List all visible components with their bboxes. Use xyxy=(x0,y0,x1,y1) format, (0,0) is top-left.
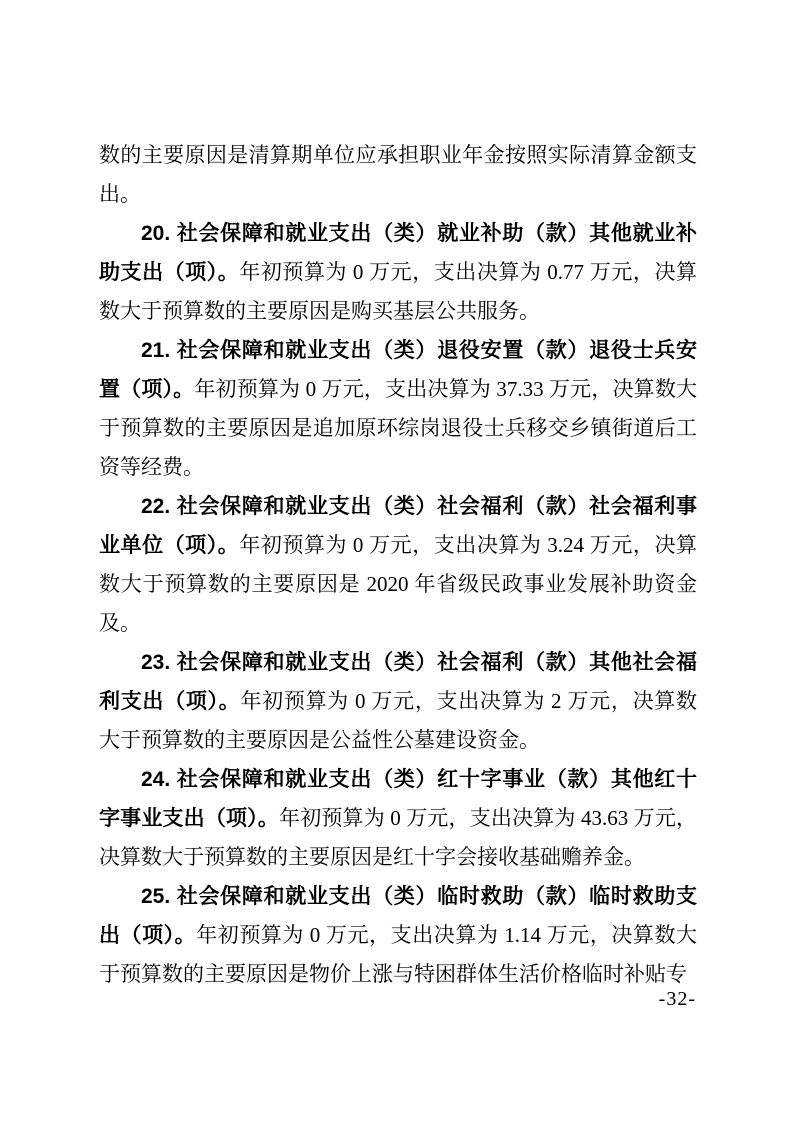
item-heading: 20. 社会保障和就业支出（类）就业补助（款）其他就业补助支出（项）。 xyxy=(99,222,697,284)
item-body: 年初预算为 0 万元，支出决算为 0.77 万元，决算数大于预算数的主要原因是购买基层公共服务。 xyxy=(99,260,697,323)
item-body: 年初预算为 0 万元，支出决算为 37.33 万元，决算数大于预算数的主要原因是追加原环综岗退役士兵移交乡镇街道后工资等经费。 xyxy=(99,377,698,479)
list-item-22 xyxy=(99,487,697,643)
item-heading: 21. 社会保障和就业支出（类）退役安置（款）退役士兵安置（项）。 xyxy=(99,339,697,401)
item-heading: 22. 社会保障和就业支出（类）社会福利（款）社会福利事业单位（项）。 xyxy=(99,495,697,557)
list-item-24 xyxy=(99,760,697,877)
list-item-20 xyxy=(99,214,697,331)
item-heading: 23. 社会保障和就业支出（类）社会福利（款）其他社会福利支出（项）。 xyxy=(99,651,697,713)
list-item-23 xyxy=(99,643,697,760)
paragraph-continuation xyxy=(99,136,697,214)
item-heading: 24. 社会保障和就业支出（类）红十字事业（款）其他红十字事业支出（项）。 xyxy=(99,768,697,830)
item-body: 年初预算为 0 万元，支出决算为 1.14 万元，决算数大于预算数的主要原因是物价上涨与特困群体生活价格临时补贴专 xyxy=(99,923,698,986)
paragraph-text: 数的主要原因是清算期单位应承担职业年金按照实际清算金额支出。 xyxy=(99,143,697,206)
document-body xyxy=(99,136,697,994)
list-item-21 xyxy=(99,331,697,487)
item-heading: 25. 社会保障和就业支出（类）临时救助（款）临时救助支出（项）。 xyxy=(99,885,697,947)
item-body: 年初预算为 0 万元，支出决算为 43.63 万元，决算数大于预算数的主要原因是红十字会接收基础赡养金。 xyxy=(99,806,698,869)
page-number: -32- xyxy=(658,988,696,1010)
list-item-25 xyxy=(99,877,697,994)
item-body: 年初预算为 0 万元，支出决算为 2 万元，决算数大于预算数的主要原因是公益性公墓建设资金。 xyxy=(99,689,698,752)
item-body: 年初预算为 0 万元，支出决算为 3.24 万元，决算数大于预算数的主要原因是 2020 年省级民政事业发展补助资金及。 xyxy=(99,533,697,635)
